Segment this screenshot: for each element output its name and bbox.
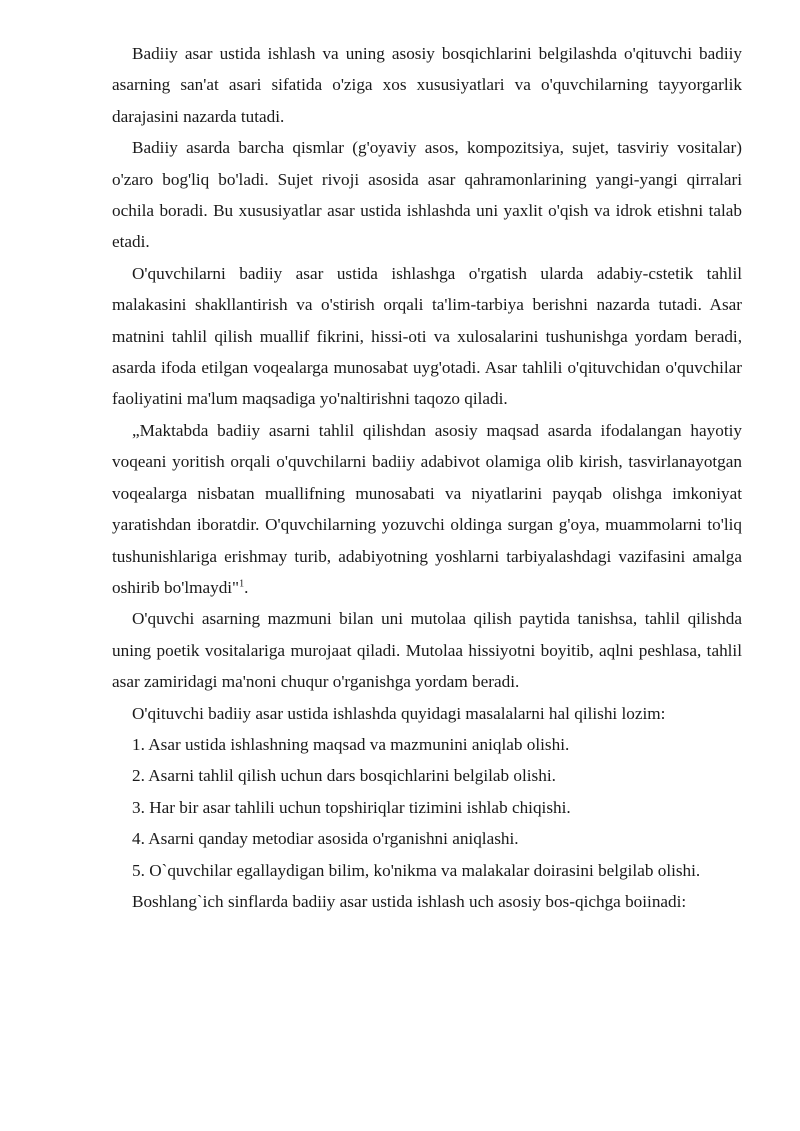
list-item-4: 4. Asarni qanday metodiar asosida o'rganishni aniqlashi. xyxy=(132,829,519,849)
paragraph-1: Badiiy asar ustida ishlash va uning asosiy bosqichlarini belgilashda o'qituvchi badiiy asarning san'at asari sifatida o'ziga xos xususiyatlari va o'quvchilarning tayyorgarlik darajasini nazarda tutadi. xyxy=(112,44,742,126)
quote-end: . xyxy=(244,577,249,597)
footnote-marker: 1 xyxy=(239,578,245,590)
list-item-5: 5. O`quvchilar egallaydigan bilim, ko'nikma va malakalar doirasini belgilab olishi. xyxy=(132,860,701,880)
list-item-2: 2. Asarni tahlil qilish uchun dars bosqichlarini belgilab olishi. xyxy=(132,766,556,786)
paragraph-6: O'qituvchi badiiy asar ustida ishlashda quyidagi masalalarni hal qilishi lozim: xyxy=(132,703,666,723)
document-body xyxy=(112,38,742,917)
paragraph-5: O'quvchi asarning mazmuni bilan uni mutolaa qilish paytida tanishsa, tahlil qilishda uning poetik vositalariga murojaat qiladi. Mutolaa hissiyotni boyitib, aqlni peshlasa, tahlil asar zamiridagi ma'noni chuqur o'rganishga yordam beradi. xyxy=(112,609,742,692)
closing-paragraph: Boshlang`ich sinflarda badiiy asar ustida ishlash uch asosiy bos-qichga boiinadi: xyxy=(132,891,687,911)
list-item-1: 1. Asar ustida ishlashning maqsad va mazmunini aniqlab olishi. xyxy=(132,734,570,754)
quote-text: „Maktabda badiiy asarni tahlil qilishdan asosiy maqsad asarda ifodalangan hayotiy voqeani yoritish orqali o'quvchilarni badiiy adabivot olamiga olib kirish, tasvirlanayotgan voqealarga nisbatan muallifning munosabati va niyatlarini payqab olishga imkoniyat yaratishdan iboratdir. O'quvchilarning yozuvchi oldinga surgan g'oya, muammolarni to'liq tushunishlariga erishmay turib, adabiyotning yoshlarni tarbiyalashdagi vazifasini amalga oshirib bo'lmaydi" xyxy=(112,420,742,597)
quote-paragraph xyxy=(112,415,742,603)
list-item-3: 3. Har bir asar tahlili uchun topshiriqlar tizimini ishlab chiqishi. xyxy=(132,797,571,817)
paragraph-3: O'quvchilarni badiiy asar ustida ishlashga o'rgatish ularda adabiy-cstetik tahlil malakasini shakllantirish va o'stirish orqali ta'lim-tarbiya berishni nazarda tutadi. Asar matnini tahlil qilish muallif fikrini, hissi-oti va xulosalarini tushunishga yordam beradi, asarda ifoda etilgan voqealarga munosabat uyg'otadi. Asar tahlili o'qituvchidan o'quvchilar faoliyatini ma'lum maqsadiga yo'naltirishni taqozo qiladi. xyxy=(112,263,742,409)
paragraph-2: Badiiy asarda barcha qismlar (g'oyaviy asos, kompozitsiya, sujet, tasviriy vositalar) o'zaro bog'liq bo'ladi. Sujet rivoji asosida asar qahramonlarining yangi-yangi qirralari ochila boradi. Bu xususiyatlar asar ustida ishlashda uni yaxlit o'qish va idrok etishni talab etadi. xyxy=(112,138,742,252)
